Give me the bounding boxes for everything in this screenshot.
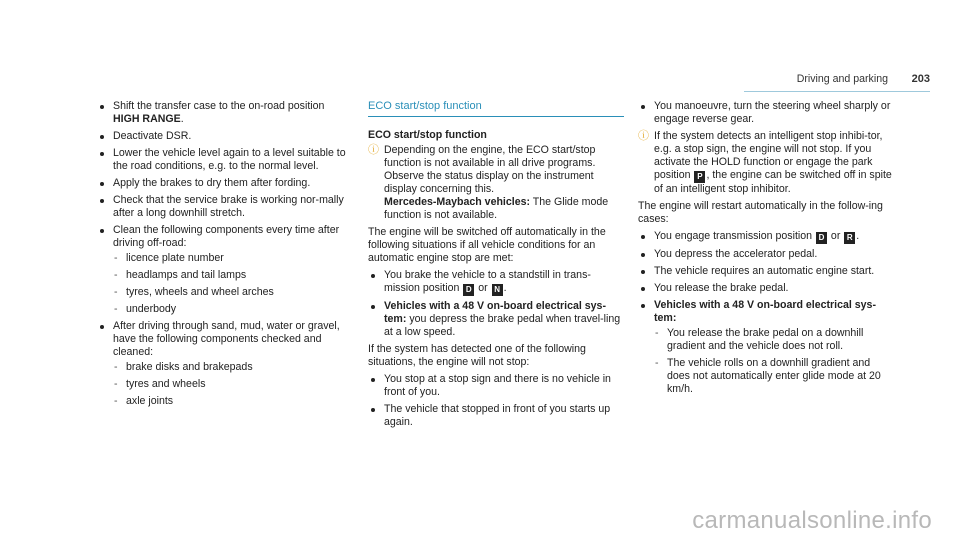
list-item: - underbody <box>113 303 353 316</box>
no-stop-list <box>368 373 624 429</box>
section-title: ECO start/stop function <box>368 100 624 117</box>
list-item: The vehicle that stopped in front of you starts up again. <box>368 403 624 429</box>
info-icon: ⓘ <box>368 144 379 156</box>
info-icon: ⓘ <box>638 130 649 142</box>
electrical-subitems-list <box>654 327 896 396</box>
list-item: Shift the transfer case to the on-road position HIGH RANGE. <box>97 100 353 126</box>
list-item: - You release the brake pedal on a downhill gradient and the vehicle does not roll. <box>654 327 896 353</box>
restart-list <box>638 230 896 396</box>
transmission-d-icon: D <box>463 284 474 296</box>
header-rule <box>744 91 930 92</box>
paragraph: If the system has detected one of the following situations, the engine will not stop: <box>368 343 586 368</box>
column-2 <box>368 100 624 433</box>
list-item: You stop at a stop sign and there is no vehicle in front of you. <box>368 373 624 399</box>
list-item: Apply the brakes to dry them after fording. <box>97 177 353 190</box>
auto-stop-list <box>368 269 624 339</box>
list-item: Clean the following components every time after driving off-road: - licence plate number - headlamps and tail lamps - tyres, wheels and wheel arches - underbody <box>97 224 353 316</box>
sub-title: ECO start/stop function <box>368 129 487 141</box>
list-item: Vehicles with a 48 V on-board electrical sys-tem: you depress the brake pedal when travel-ling at a low speed. <box>368 300 624 339</box>
offroad-steps-list <box>97 100 353 408</box>
list-item: Check that the service brake is working nor-mally after a long downhill stretch. <box>97 194 353 220</box>
list-item: You depress the accelerator pedal. <box>638 248 896 261</box>
check-components-list <box>113 361 353 408</box>
transmission-r-icon: R <box>844 232 855 244</box>
list-item: You release the brake pedal. <box>638 282 896 295</box>
list-item: - The vehicle rolls on a downhill gradient and does not automatically enter glide mode at 20 km/h. <box>654 357 896 396</box>
no-stop-list-continued <box>638 100 896 126</box>
list-item: Lower the vehicle level again to a level suitable to the road conditions, e.g. to the normal level. <box>97 147 353 173</box>
list-item: - axle joints <box>113 395 353 408</box>
watermark: carmanualsonline.info <box>692 507 932 534</box>
list-item: You engage transmission position D or R . <box>638 230 896 244</box>
clean-components-list <box>113 252 353 316</box>
info-note: ⓘ Depending on the engine, the ECO start/stop function is not available in all drive programs. Observe the status display on the instrument display concerning this. Mercedes-Maybach vehicles: The Glide mode function is not available. <box>368 144 609 221</box>
list-item: - tyres, wheels and wheel arches <box>113 286 353 299</box>
list-item: You manoeuvre, turn the steering wheel sharply or engage reverse gear. <box>638 100 896 126</box>
list-item: After driving through sand, mud, water or gravel, have the following components checked and cleaned: - brake disks and brakepads - tyres and wheels - axle joints <box>97 320 353 408</box>
transmission-n-icon: N <box>492 284 503 296</box>
list-item: Vehicles with a 48 V on-board electrical sys-tem: - You release the brake pedal on a downhill gradient and the vehicle does not roll. - The vehicle rolls on a downhill gradient and does not automatically enter glide mode at 20 km/h. <box>638 299 896 396</box>
paragraph: The engine will be switched off automatically in the following situations if all vehicle conditions for an automatic engine stop are met: <box>368 226 606 264</box>
list-item: - tyres and wheels <box>113 378 353 391</box>
transmission-p-icon: P <box>694 171 705 183</box>
list-item: Deactivate DSR. <box>97 130 353 143</box>
paragraph: The engine will restart automatically in the follow-ing cases: <box>638 200 883 225</box>
column-3 <box>638 100 896 400</box>
column-1 <box>97 100 353 412</box>
page-number: 203 <box>911 73 930 85</box>
list-item: - headlamps and tail lamps <box>113 269 353 282</box>
header-section-title: Driving and parking <box>796 73 888 85</box>
list-item: The vehicle requires an automatic engine start. <box>638 265 896 278</box>
info-note: ⓘ If the system detects an intelligent stop inhibi-tor, e.g. a stop sign, the engine will not stop. If you activate the HOLD function or engage the park position P , the engine can be switched off in spite of an intelligent stop inhibitor. <box>638 130 892 195</box>
list-item: - brake disks and brakepads <box>113 361 353 374</box>
transmission-d-icon: D <box>816 232 827 244</box>
list-item: - licence plate number <box>113 252 353 265</box>
list-item: You brake the vehicle to a standstill in trans-mission position D or N . <box>368 269 624 296</box>
